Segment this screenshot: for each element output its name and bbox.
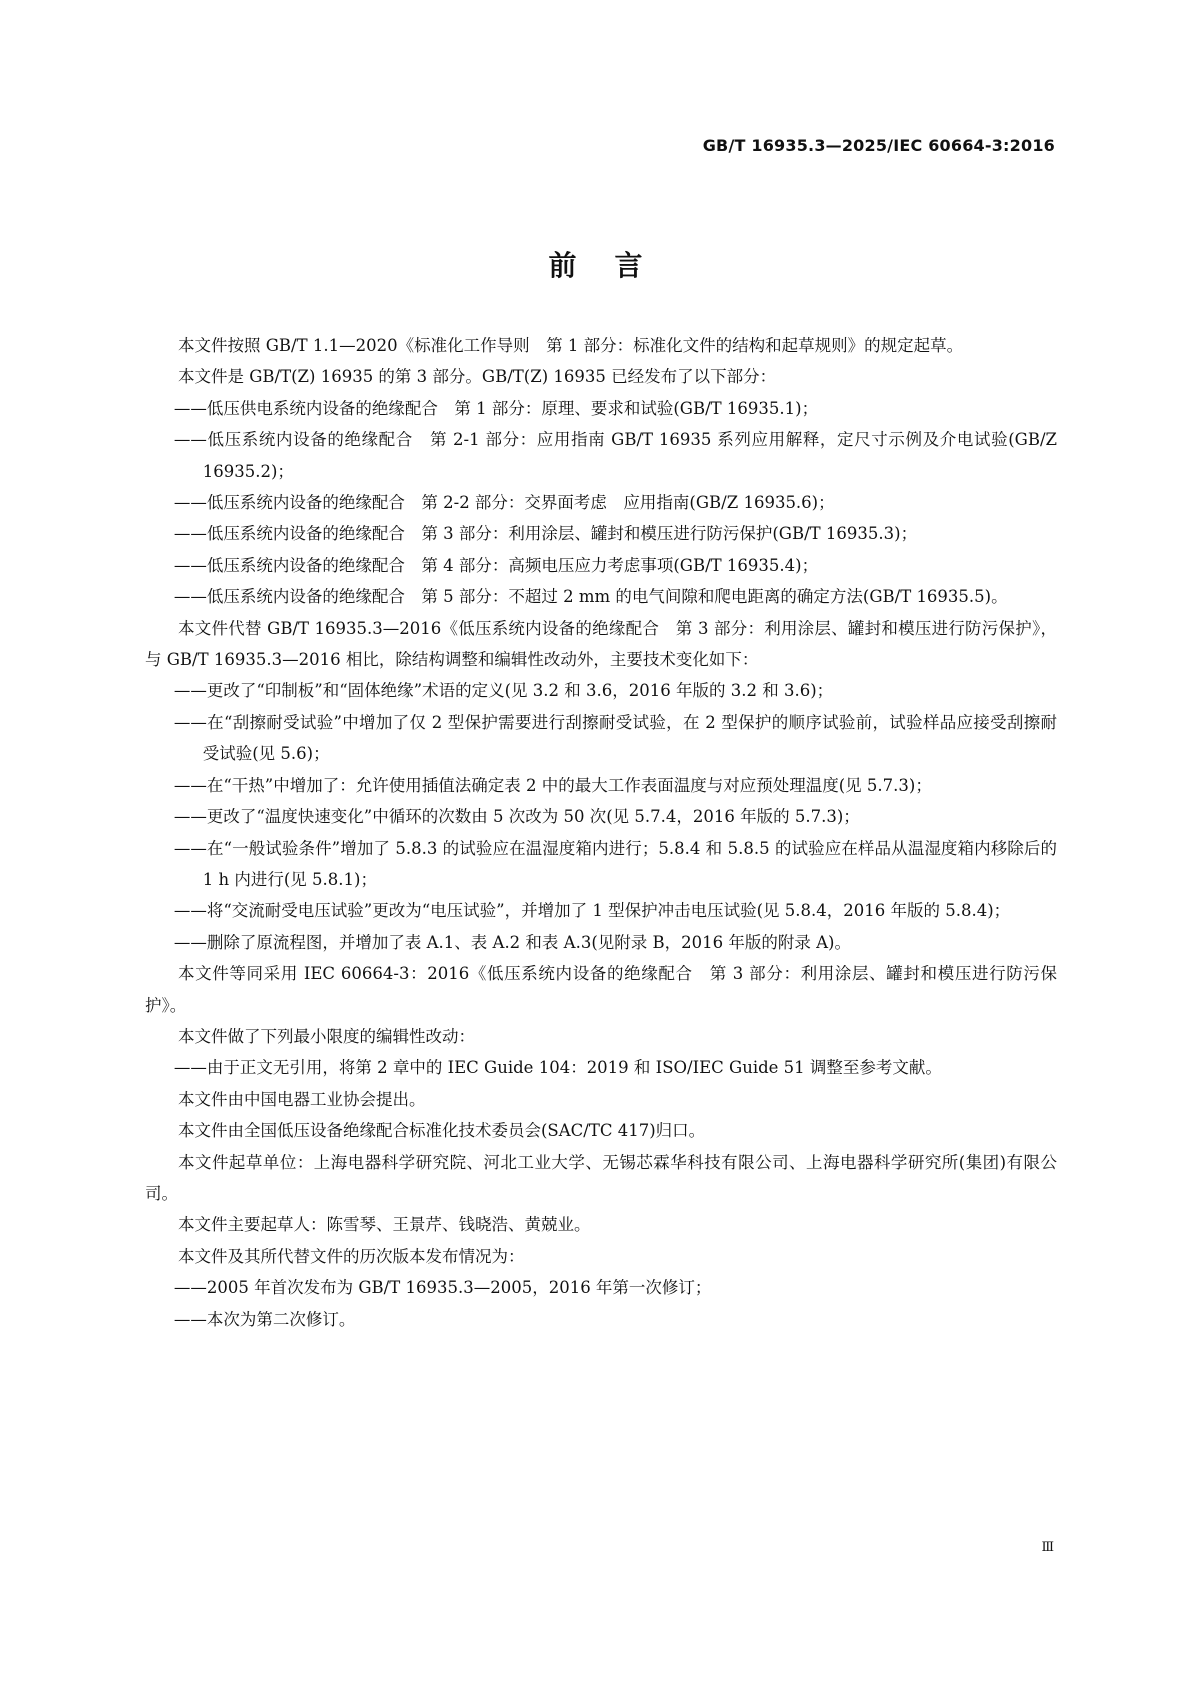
list-item: ——在“一般试验条件”增加了 5.8.3 的试验应在温湿度箱内进行；5.8.4 和 5.8.5 的试验应在样品从温湿度箱内移除后的 1 h 内进行(见 5.8.1)；	[173, 838, 1057, 889]
paragraph: 本文件等同采用 IEC 60664-3：2016《低压系统内设备的绝缘配合 第 3 部分：利用涂层、罐封和模压进行防污保护》。	[145, 964, 1057, 1015]
page-number: Ⅲ	[1041, 1540, 1053, 1555]
paragraph: 本文件做了下列最小限度的编辑性改动：	[178, 1026, 475, 1046]
paragraph: 本文件及其所代替文件的历次版本发布情况为：	[178, 1246, 525, 1266]
list-item: ——在“干热”中增加了：允许使用插值法确定表 2 中的最大工作表面温度与对应预处理温度(见 5.7.3)；	[173, 775, 932, 795]
list-item: ——更改了“印制板”和“固体绝缘”术语的定义(见 3.2 和 3.6，2016 年版的 3.2 和 3.6)；	[173, 681, 834, 701]
list-item: ——2005 年首次发布为 GB/T 16935.3—2005，2016 年第一次修订；	[173, 1278, 712, 1298]
list-item: ——由于正文无引用，将第 2 章中的 IEC Guide 104：2019 和 ISO/IEC Guide 51 调整至参考文献。	[173, 1058, 942, 1078]
list-item: ——本次为第二次修订。	[173, 1309, 356, 1329]
list-item: ——更改了“温度快速变化”中循环的次数由 5 次改为 50 次(见 5.7.4，2016 年版的 5.7.3)；	[173, 807, 860, 827]
paragraph: 本文件起草单位：上海电器科学研究院、河北工业大学、无锡芯霖华科技有限公司、上海电器科学研究所(集团)有限公司。	[145, 1152, 1057, 1203]
paragraph: 本文件按照 GB/T 1.1—2020《标准化工作导则 第 1 部分：标准化文件的结构和起草规则》的规定起草。	[178, 336, 964, 355]
paragraph: 本文件由全国低压设备绝缘配合标准化技术委员会(SAC/TC 417)归口。	[178, 1121, 706, 1141]
list-item: ——在“刮擦耐受试验”中增加了仅 2 型保护需要进行刮擦耐受试验，在 2 型保护的顺序试验前，试验样品应接受刮擦耐受试验(见 5.6)；	[173, 712, 1057, 764]
paragraph: 本文件主要起草人：陈雪琴、王景芹、钱晓浩、黄兢业。	[178, 1215, 591, 1235]
list-item: ——低压供电系统内设备的绝缘配合 第 1 部分：原理、要求和试验(GB/T 16935.1)；	[173, 398, 819, 418]
list-item: ——低压系统内设备的绝缘配合 第 3 部分：利用涂层、罐封和模压进行防污保护(GB/T 16935.3)；	[173, 524, 918, 544]
list-item: ——低压系统内设备的绝缘配合 第 2-2 部分：交界面考虑 应用指南(GB/Z 16935.6)；	[173, 493, 835, 513]
list-item: ——低压系统内设备的绝缘配合 第 4 部分：高频电压应力考虑事项(GB/T 16935.4)；	[173, 555, 819, 575]
paragraph: 本文件是 GB/T(Z) 16935 的第 3 部分。GB/T(Z) 16935 已经发布了以下部分：	[178, 367, 777, 387]
page-title: 前言	[548, 249, 681, 282]
paragraph: 本文件由中国电器工业协会提出。	[178, 1089, 426, 1109]
list-item: ——低压系统内设备的绝缘配合 第 2-1 部分：应用指南 GB/T 16935 系列应用解释，定尺寸示例及介电试验(GB/Z 16935.2)；	[173, 430, 1057, 481]
paragraph: 本文件代替 GB/T 16935.3—2016《低压系统内设备的绝缘配合 第 3 部分：利用涂层、罐封和模压进行防污保护》，与 GB/T 16935.3—2016 相比，除结构调整和编辑性改动外，主要技术变化如下：	[145, 618, 1057, 670]
list-item: ——将“交流耐受电压试验”更改为“电压试验”，并增加了 1 型保护冲击电压试验(见 5.8.4，2016 年版的 5.8.4)；	[173, 901, 1011, 921]
list-item: ——低压系统内设备的绝缘配合 第 5 部分：不超过 2 mm 的电气间隙和爬电距离的确定方法(GB/T 16935.5)。	[173, 587, 1008, 607]
list-item: ——删除了原流程图，并增加了表 A.1、表 A.2 和表 A.3(见附录 B，2016 年版的附录 A)。	[173, 932, 851, 952]
preface-body	[145, 330, 1057, 1335]
standard-number-header: GB/T 16935.3—2025/IEC 60664-3:2016	[702, 136, 1055, 155]
